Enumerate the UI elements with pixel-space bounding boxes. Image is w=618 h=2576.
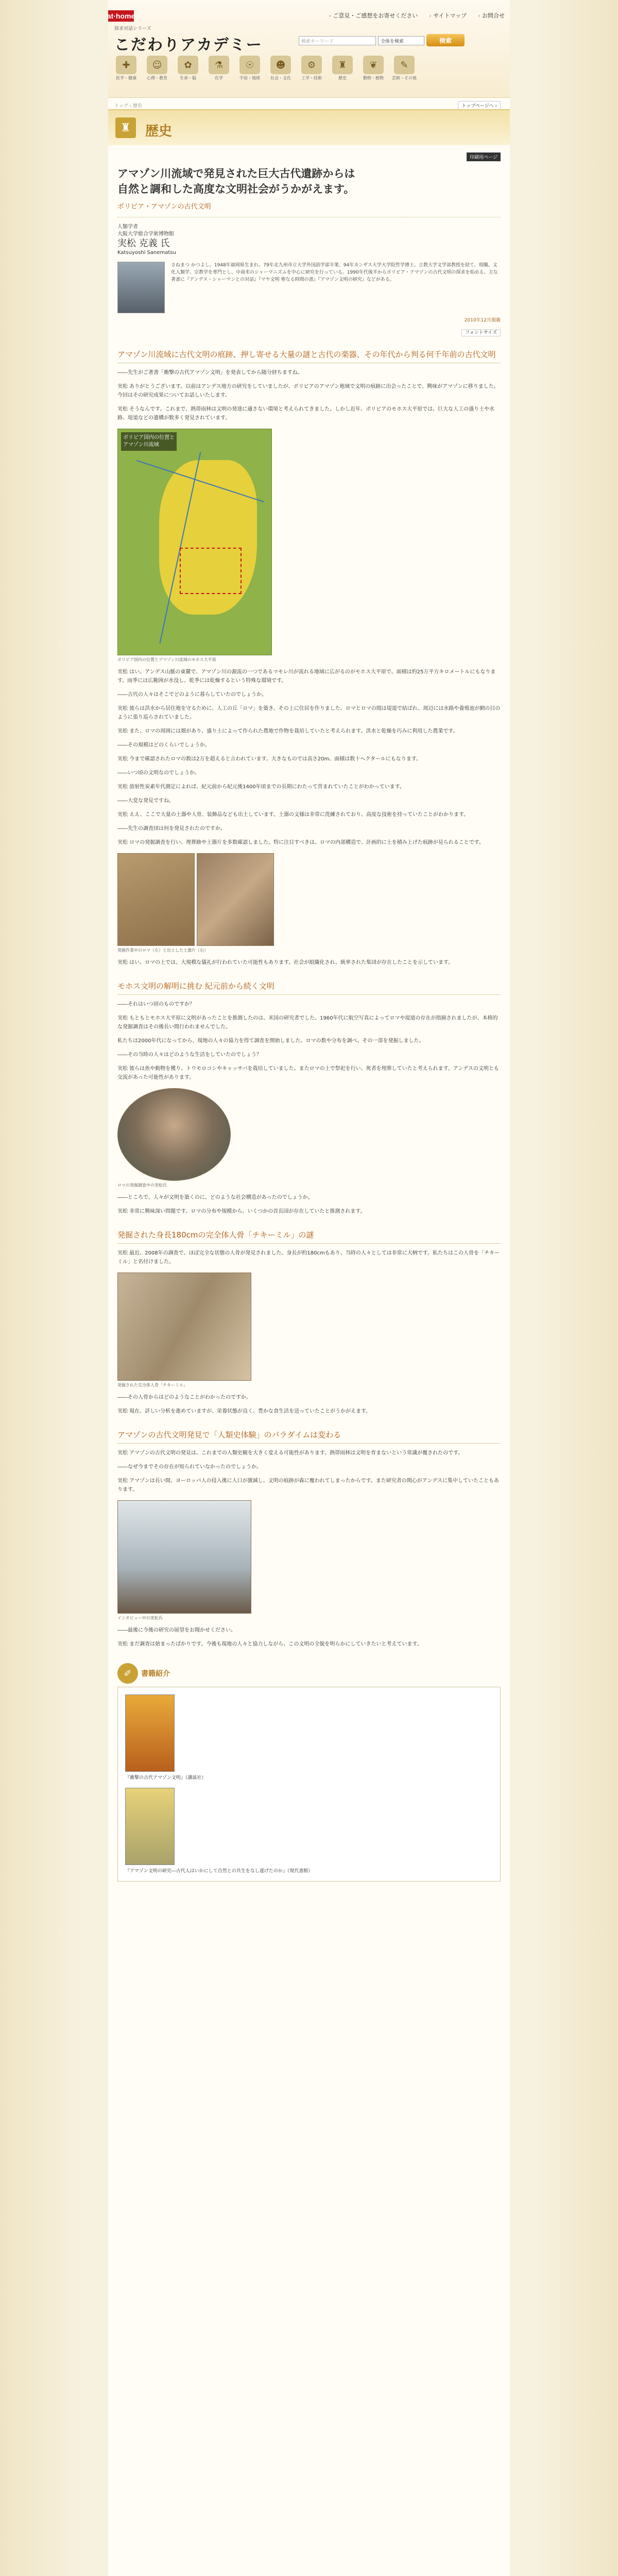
medical-icon: ✚ (116, 56, 136, 74)
paragraph: 実松 まだ調査は始まったばかりです。今後も現地の人々と協力しながら、この文明の全貌を明らかにしていきたいと考えています。 (117, 1641, 422, 1647)
category-animals[interactable]: ❦ 動物・植物 (359, 56, 387, 81)
athome-logo[interactable]: at·home (108, 10, 134, 22)
skeleton-photo (117, 1273, 251, 1381)
pillar-icon: ♜ (332, 56, 353, 74)
article (117, 166, 501, 1882)
author-name: 実松 克義 氏 (117, 238, 170, 249)
category-nav (112, 56, 418, 81)
print-button[interactable]: 印刷用ページ (467, 152, 501, 161)
book-icon: ✐ (117, 1663, 138, 1684)
paragraph: ――最後に今後の研究の展望をお聞かせください。 (117, 1628, 236, 1633)
photo-figure (117, 1088, 501, 1188)
author-reading: Katsuyoshi Sanematsu (117, 250, 176, 256)
paragraph: 私たちは2000年代になってから、現地の人々の協力を得て調査を開始しました。ロマの数や分布を調べ、その一部を発掘しました。 (117, 1038, 424, 1044)
search-input[interactable]: 検索キーワード (299, 36, 376, 45)
paragraph: ――それはいつ頃のものですか？ (117, 1002, 195, 1007)
top-links (329, 11, 505, 20)
sitemap-link[interactable]: › サイトマップ (429, 11, 467, 20)
planet-icon: ☉ (239, 56, 260, 74)
section-header (108, 109, 510, 145)
paragraph: 実松 また、ロマの周囲には畑があり、盛り土によって作られた農地で作物を栽培していたと考えられます。洪水と乾燥を巧みに利用した農業です。 (117, 728, 458, 734)
paragraph: 実松 もともとモホス大平原に文明があったことを推測したのは、米国の研究者でした。1960年代に航空写真によってロマや堤道の存在が指摘されましたが、本格的な発掘調査はその後長い間行われませんでした。 (117, 1015, 498, 1030)
map-caption: ボリビア国内の位置とアマゾン川流域のモホス大平原 (117, 657, 216, 662)
paragraph: ――先生の調査団は何を発見されたのですか。 (117, 826, 226, 832)
publish-date: 2010年12月掲載 (464, 318, 501, 323)
author-profile (117, 262, 501, 313)
photo-caption: 発掘された完全体人骨「チキーミル」 (117, 1383, 187, 1387)
people-icon: ☻ (270, 56, 291, 74)
photo-caption: ロマの発掘調査中の実松氏 (117, 1183, 167, 1188)
researcher-photo (117, 1088, 231, 1181)
paragraph: 実松 彼らは魚や動物を獲り、トウモロコシやキャッサバを栽培していました。またロマの上で祭祀を行い、死者を埋葬していたと考えられます。アンデスの文明とも交流があった可能性があります。 (117, 1066, 499, 1080)
brain-icon: ✿ (178, 56, 198, 74)
section-title: 歴史 (145, 124, 173, 139)
psychology-icon: ☺ (147, 56, 167, 74)
back-to-top-link[interactable]: トップページへ › (458, 101, 501, 110)
paragraph: ――その当時の人々はどのような生活をしていたのでしょう？ (117, 1052, 262, 1058)
paragraph: ――ところで、人々が文明を築くのに、どのような社会構造があったのでしょうか。 (117, 1195, 313, 1200)
font-size-button[interactable]: フォントサイズ (461, 329, 501, 336)
author-info: 人類学者 大阪大学総合学術博物館 実松 克義 氏 Katsuyoshi Sanematsu (117, 224, 501, 257)
article-subtitle: ボリビア・アマゾンの古代文明 (117, 203, 211, 211)
category-arts[interactable]: ✎ 芸術・その他 (390, 56, 418, 81)
series-label: 探求対話シリーズ (114, 26, 151, 31)
category-chemistry[interactable]: ⚗ 化学 (205, 56, 233, 81)
category-history[interactable]: ♜ 歴史 (329, 56, 356, 81)
leaf-icon: ❦ (363, 56, 384, 74)
paragraph: ――大変な発見ですね。 (117, 798, 174, 804)
bolivia-map (117, 429, 272, 655)
font-size-control (117, 328, 501, 335)
section-heading: アマゾンの古代文明発見で「人類史体験」のパラダイムは変わる (117, 1429, 501, 1444)
search-button[interactable]: 検索 (426, 34, 465, 46)
interview-photo (117, 1500, 251, 1614)
contact-link[interactable]: › お問合せ (478, 11, 505, 20)
book-cover[interactable] (125, 1788, 175, 1865)
section-heading: アマゾン川流域に古代文明の痕跡、押し寄せる大量の謎と古代の楽器、その年代から判る何千年前の古代文明 (117, 349, 501, 363)
photo-figure (117, 1500, 501, 1621)
site-brand-logo[interactable]: こだわりアカデミー (114, 36, 263, 54)
map-highlight (180, 548, 242, 594)
paragraph: 実松 現在、詳しい分析を進めていますが、栄養状態が良く、豊かな食生活を送っていたことがうかがえます。 (117, 1409, 371, 1414)
flask-icon: ⚗ (209, 56, 229, 74)
category-engineering[interactable]: ⚙ 工学・技術 (298, 56, 325, 81)
paragraph: 実松 今まで確認されたロマの数は2万を超えると言われています。大きなものでは高さ20m、面積は数十ヘクタールにもなります。 (117, 756, 422, 762)
paragraph: 実松 最近、2008年の調査で、ほぼ完全な状態の人骨が発見されました。身長が約180cmもあり、当時の人々としては非常に大柄です。私たちはこの人骨を「チキーミル」と名付けました。 (117, 1250, 500, 1265)
paragraph: ――古代の人々はそこでどのように暮らしていたのでしょうか。 (117, 692, 267, 698)
pillar-icon: ♜ (115, 117, 136, 138)
paragraph: ――その規模はどのくらいでしょうか。 (117, 742, 210, 748)
book-cover[interactable] (125, 1694, 175, 1772)
book-title: 『衝撃の古代アマゾン文明』（講談社） (125, 1775, 207, 1781)
book-section-title: 書籍紹介 (141, 1670, 170, 1678)
photo-figure (117, 1273, 501, 1388)
book-section (117, 1663, 501, 1882)
paragraph: 実松 非常に興味深い問題です。ロマの分布や規模から、いくつかの首長国が存在していたと推測されます。 (117, 1209, 366, 1214)
category-life[interactable]: ✿ 生命・脳 (174, 56, 202, 81)
excavation-photo (117, 853, 195, 946)
breadcrumb[interactable]: トップ › 歴史 (114, 104, 143, 109)
pottery-photo (197, 853, 274, 946)
category-space[interactable]: ☉ 宇宙・地球 (236, 56, 264, 81)
palette-icon: ✎ (394, 56, 415, 74)
paragraph: 実松 アマゾンは長い間、ヨーロッパ人の侵入後に人口が激減し、文明の痕跡が森に覆われてしまったからです。また研究者の関心がアンデスに集中していたこともあります。 (117, 1478, 499, 1493)
map-legend: ボリビア国内の位置と アマゾン川流域 (121, 432, 177, 451)
paragraph: 実松 放射性炭素年代測定によれば、紀元前から紀元後1400年頃までの長期にわたって営まれていたことがわかっています。 (117, 784, 405, 790)
author-photo (117, 262, 165, 313)
photo-caption: 発掘作業中のロマ（左）と出土した土器片（右） (117, 948, 208, 953)
paragraph: ――なぜ今までその存在が知られていなかったのでしょうか。 (117, 1464, 262, 1470)
section-heading: 発掘された身長180cmの完全体人骨「チキーミル」の謎 (117, 1229, 501, 1244)
book-list (117, 1687, 501, 1882)
category-medical[interactable]: ✚ 医学・健康 (112, 56, 140, 81)
map-figure (117, 429, 501, 663)
site-header (108, 0, 510, 98)
author-bio: さねまつ かつよし。1948年福岡県生まれ。79年北九州市立大学外国語学部卒業。94年カンザス大学大学院哲学博士。立教大学文学部教授を経て、現職。文化人類学、宗教学を専門とし、中南米のシャーマニズムを中心に研究を行っている。1990年代後半からボリビア・アマゾンの古代文明の探求を始める。主な著書に『アンデス・シャーマンとの対話』『マヤ文明 聖なる時間の書』『アマゾン文明の研究』などがある。 (171, 263, 498, 282)
photo-caption: インタビュー中の実松氏 (117, 1616, 163, 1620)
section-heading: モホス文明の解明に挑む 紀元前から続く文明 (117, 980, 501, 995)
category-society[interactable]: ☻ 社会・文化 (267, 56, 295, 81)
paragraph: 実松 はい。アンデス山脈の東麓で、アマゾン川の源流の一つであるマモレ川が流れる地域に広がるのがモホス大平原で、面積は約25万平方キロメートルにもなります。雨季には広範囲が水没し、乾季には乾燥するという特殊な環境です。 (117, 669, 496, 684)
paragraph: ――先生がご著書「衝撃の古代アマゾン文明」を発表してから随分経ちますね。 (117, 370, 303, 376)
paragraph: 実松 ええ、ここで大量の土器や人骨、装飾品なども出土しています。土器の文様は非常に洗練されており、高度な技術を持っていたことがわかります。 (117, 812, 469, 818)
paragraph: 実松 はい。ロマの上では、大規模な儀礼が行われていた可能性もあります。社会が組織化され、統率された集団が存在したことを示しています。 (117, 960, 454, 965)
paragraph: 実松 ロマの発掘調査を行い、埋葬跡や土器片を多数確認しました。特に注目すべきは、ロマの内部構造で、計画的に土を積み上げた痕跡が見られることです。 (117, 840, 484, 845)
gear-icon: ⚙ (301, 56, 322, 74)
category-psychology[interactable]: ☺ 心理・教育 (143, 56, 171, 81)
paragraph: ――その人骨からはどのようなことがわかったのですか。 (117, 1395, 251, 1400)
feedback-link[interactable]: › ご意見・ご感想をお寄せください (329, 11, 418, 20)
page-container (108, 0, 510, 2576)
paragraph: 実松 そうなんです。これまで、熱帯雨林は文明の発達に適さない環境と考えられてきました。しかし近年、ボリビアのモホス大平原では、巨大な人工の盛り土や水路、堤道などの遺構が数多く発見されています。 (117, 406, 495, 421)
book-title: 『アマゾン文明の研究―古代人はいかにして自然との共生をなし遂げたのか』（現代書館） (125, 1869, 313, 1874)
paragraph: 実松 ありがとうございます。以前はアンデス地方の研究をしていましたが、ボリビアのアマゾン地域で文明の痕跡に出会ったことで、興味がアマゾンに移りました。今回はその研究成果についてお話しいたします。 (117, 384, 499, 398)
search-scope-select[interactable]: 全体を検索 (378, 36, 424, 45)
paragraph: 実松 彼らは洪水から居住地を守るために、人工の丘「ロマ」を築き、その上に住居を作りました。ロマとロマの間は堤道で結ばれ、周辺には水路や養殖池が網の目のように張り巡らされていました。 (117, 706, 501, 720)
paragraph: 実松 アマゾンの古代文明の発見は、これまでの人類史観を大きく変える可能性があります。熱帯雨林は文明を育まないという常識が覆されたのです。 (117, 1450, 464, 1456)
photo-figure (117, 853, 501, 953)
article-title: アマゾン川流域で発見された巨大古代遺跡からは 自然と調和した高度な文明社会がうかがえます。 (117, 167, 355, 195)
paragraph: ――いつ頃の文明なのでしょうか。 (117, 770, 200, 776)
